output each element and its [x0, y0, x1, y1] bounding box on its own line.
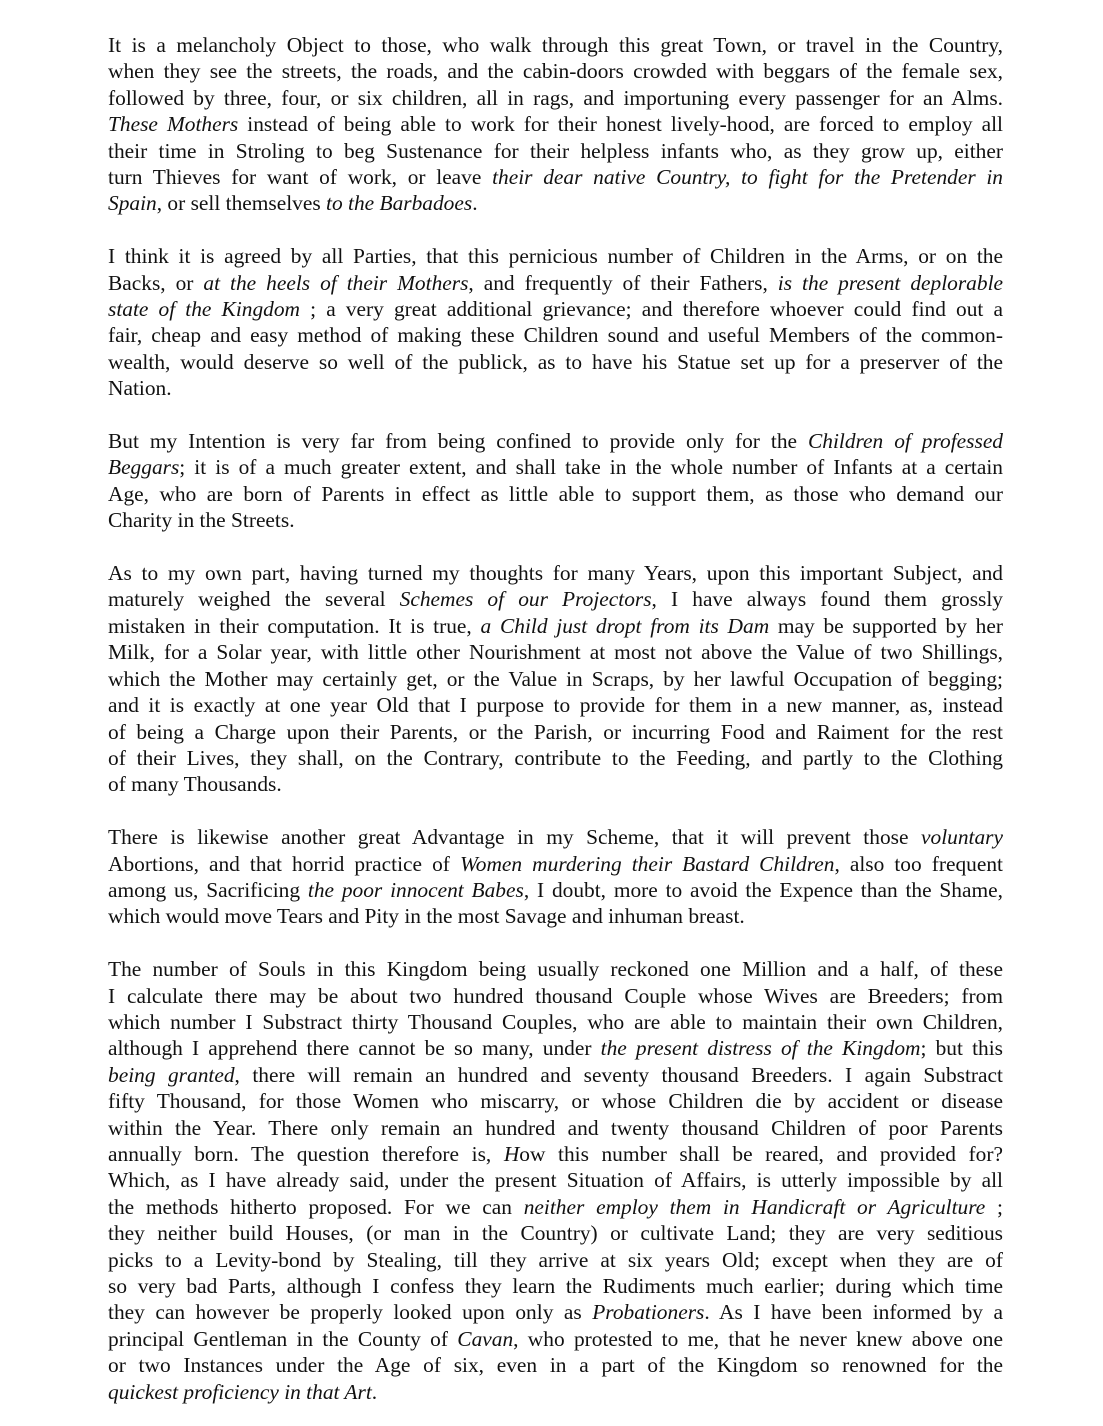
italic-text: These Mothers [108, 112, 239, 137]
text-run: or two Instances under the Age of six, even in a part of the Kingdom so renowned for the [108, 1353, 1003, 1378]
text-run: mistaken in their computation. It is true, [108, 613, 481, 638]
text-run: . [371, 1379, 378, 1404]
text-line [108, 956, 1003, 982]
italic-text: Women murdering their Bastard Children [459, 851, 835, 876]
text-line [108, 1299, 1003, 1325]
text-run: of being a Charge upon their Parents, or the Parish, or incurring Food and Raiment for the rest [108, 719, 1003, 744]
text-run: although I apprehend there cannot be so many, under [108, 1036, 601, 1061]
text-line [108, 111, 1003, 137]
italic-text: their dear native Country, to fight for the Pretender in [492, 165, 1003, 190]
text-line [108, 1035, 1003, 1061]
text-line [108, 138, 1003, 164]
text-line [108, 1247, 1003, 1273]
italic-text: voluntary [921, 825, 1003, 850]
italic-text: Cavan [457, 1326, 514, 1351]
text-line [108, 428, 1003, 454]
text-line [108, 719, 1003, 745]
text-run: As to my own part, having turned my thoughts for many Years, upon this important Subject, and [108, 561, 1003, 586]
text-run: picks to a Levity-bond by Stealing, till they arrive at six years Old; except when they are of [108, 1247, 1003, 1272]
text-run: of their Lives, they shall, on the Contrary, contribute to the Feeding, and partly to the Clothing [108, 745, 1003, 770]
document-page [108, 32, 1003, 1405]
text-run: , I doubt, more to avoid the Expence than the Shame, [523, 877, 1003, 902]
text-run: ; it is of a much greater extent, and shall take in the whole number of Infants at a certain [179, 455, 1003, 480]
text-run: which the Mother may certainly get, or the Value in Scraps, by her lawful Occupation of begging; [108, 666, 1003, 691]
text-line [108, 692, 1003, 718]
text-line [108, 481, 1003, 507]
text-line [108, 507, 1003, 533]
text-run: ; [985, 1194, 1004, 1219]
text-run: , and frequently of their Fathers, [468, 270, 778, 295]
italic-text: Spain [108, 191, 157, 216]
text-run: which would move Tears and Pity in the most Savage and inhuman breast. [108, 904, 745, 929]
paragraph [108, 428, 1003, 534]
text-line [108, 877, 1003, 903]
text-run: I calculate there may be about two hundred thousand Couple whose Wives are Breeders; from [108, 983, 1003, 1008]
text-run: Which, as I have already said, under the present Situation of Affairs, is utterly impossible by all [108, 1168, 1003, 1193]
text-run: instead of being able to work for their honest lively-hood, are forced to employ all [238, 112, 1003, 137]
text-run: of many Thousands. [108, 772, 282, 797]
text-line [108, 1009, 1003, 1035]
text-line [108, 824, 1003, 850]
italic-text: H [503, 1141, 520, 1166]
text-run: annually born. The question therefore is, [108, 1141, 504, 1166]
text-run: , also too frequent [834, 851, 1003, 876]
text-run: principal Gentleman in the County of [108, 1326, 458, 1351]
text-run: , there will remain an hundred and seventy thousand Breeders. I again Substract [234, 1062, 1003, 1087]
italic-text: a Child just dropt from its Dam [480, 613, 770, 638]
text-line [108, 666, 1003, 692]
text-line [108, 454, 1003, 480]
text-run: and it is exactly at one year Old that I purpose to provide for them in a new manner, as, instead [108, 693, 1003, 718]
text-run: within the Year. There only remain an hundred and twenty thousand Children of poor Parents [108, 1115, 1003, 1140]
text-run: ; but this [920, 1036, 1003, 1061]
text-run: among us, Sacrificing [108, 877, 308, 902]
paragraph [108, 824, 1003, 930]
text-line [108, 1115, 1003, 1141]
text-run: turn Thieves for want of work, or leave [108, 165, 493, 190]
text-run: wealth, would deserve so well of the publick, as to have his Statue set up for a preserver of the [108, 349, 1003, 374]
italic-text: Schemes of our Projectors [399, 587, 652, 612]
text-line [108, 1379, 1003, 1405]
text-run: so very bad Parts, although I confess they learn the Rudiments much earlier; during which time [108, 1274, 1003, 1299]
text-run: There is likewise another great Advantage in my Scheme, that it will prevent those [108, 825, 922, 850]
italic-text: the present distress of the Kingdom [600, 1036, 921, 1061]
text-line [108, 1167, 1003, 1193]
text-line [108, 58, 1003, 84]
text-run: fair, cheap and easy method of making these Children sound and useful Members of the common- [108, 323, 1003, 348]
text-line [108, 1062, 1003, 1088]
paragraph [108, 560, 1003, 798]
text-line [108, 613, 1003, 639]
text-line [108, 270, 1003, 296]
text-line [108, 243, 1003, 269]
text-line [108, 32, 1003, 58]
text-line [108, 745, 1003, 771]
italic-text: the poor innocent Babes [307, 877, 524, 902]
text-line [108, 560, 1003, 586]
text-line [108, 1273, 1003, 1299]
paragraph [108, 956, 1003, 1405]
text-line [108, 375, 1003, 401]
text-line [108, 1352, 1003, 1378]
text-run: , I have always found them grossly [651, 587, 1003, 612]
text-run: which number I Substract thirty Thousand Couples, who are able to maintain their own Children, [108, 1009, 1003, 1034]
text-run: Abortions, and that horrid practice of [108, 851, 460, 876]
italic-text: Children of professed [807, 429, 1004, 454]
italic-text: is the present deplorable [777, 270, 1004, 295]
text-run: Milk, for a Solar year, with little other Nourishment at most not above the Value of two Shillings, [108, 640, 1003, 665]
paragraph [108, 243, 1003, 401]
text-run: ow this number shall be reared, and provided for? [519, 1141, 1003, 1166]
italic-text: at the heels of their Mothers [203, 270, 469, 295]
text-run: The number of Souls in this Kingdom being usually reckoned one Million and a half, of these [108, 957, 1003, 982]
text-run: I think it is agreed by all Parties, that this pernicious number of Children in the Arms, or on the [108, 244, 1003, 269]
text-line [108, 851, 1003, 877]
text-run: fifty Thousand, for those Women who miscarry, or whose Children die by accident or disease [108, 1089, 1003, 1114]
text-line [108, 322, 1003, 348]
text-run: they neither build Houses, (or man in the Country) or cultivate Land; they are very seditious [108, 1221, 1003, 1246]
italic-text: Beggars [108, 455, 180, 480]
paragraph [108, 32, 1003, 217]
text-run: . [472, 191, 478, 216]
text-line [108, 349, 1003, 375]
italic-text: quickest proficiency in that Art [108, 1379, 372, 1404]
text-run: , or sell themselves [156, 191, 327, 216]
text-line [108, 296, 1003, 322]
text-run: Backs, or [108, 270, 204, 295]
text-line [108, 164, 1003, 190]
text-run: Nation. [108, 376, 172, 401]
text-run: followed by three, four, or six children, all in rags, and importuning every passenger for an Alms. [108, 85, 1003, 110]
italic-text: Probationers [592, 1300, 705, 1325]
text-run: It is a melancholy Object to those, who walk through this great Town, or travel in the Country, [108, 33, 1003, 57]
text-line [108, 1326, 1003, 1352]
text-line [108, 1141, 1003, 1167]
text-line [108, 1194, 1003, 1220]
text-line [108, 586, 1003, 612]
text-run: But my Intention is very far from being confined to provide only for the [108, 429, 808, 454]
italic-text: to the Barbadoes [326, 191, 473, 216]
text-run: may be supported by her [769, 613, 1003, 638]
text-run: Charity in the Streets. [108, 508, 295, 533]
text-run: they can however be properly looked upon only as [108, 1300, 593, 1325]
text-run: ; a very great additional grievance; and therefore whoever could find out a [300, 297, 1003, 322]
text-line [108, 639, 1003, 665]
text-line [108, 1088, 1003, 1114]
text-line [108, 85, 1003, 111]
text-line [108, 983, 1003, 1009]
text-line [108, 903, 1003, 929]
italic-text: being granted [108, 1062, 235, 1087]
text-run: the methods hitherto proposed. For we can [108, 1194, 524, 1219]
text-line [108, 1220, 1003, 1246]
text-line [108, 771, 1003, 797]
text-run: maturely weighed the several [108, 587, 400, 612]
text-line [108, 190, 1003, 216]
text-run: Age, who are born of Parents in effect as little able to support them, as those who demand our [108, 481, 1003, 506]
italic-text: state of the Kingdom [108, 297, 300, 322]
italic-text: neither employ them in Handicraft or Agriculture [523, 1194, 986, 1219]
text-run: . As I have been informed by a [704, 1300, 1004, 1325]
text-run: , who protested to me, that he never knew above one [513, 1326, 1003, 1351]
text-run: their time in Stroling to beg Sustenance for their helpless infants who, as they grow up, either [108, 138, 1003, 163]
text-run: when they see the streets, the roads, and the cabin-doors crowded with beggars of the female sex, [108, 59, 1003, 84]
